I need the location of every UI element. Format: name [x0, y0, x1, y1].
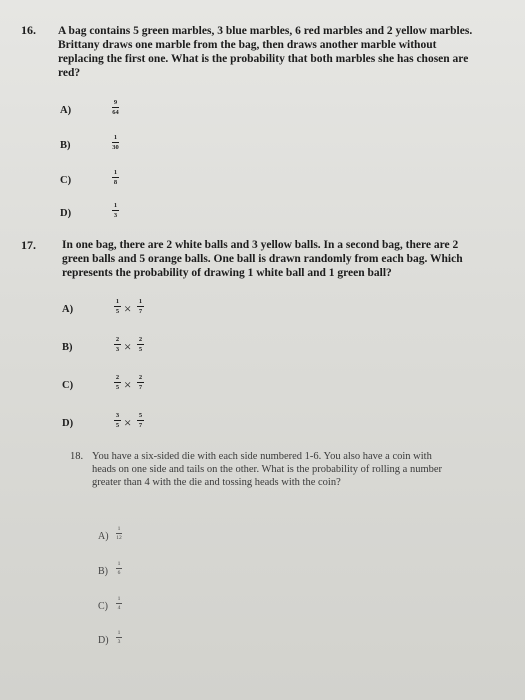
question-text: [92, 450, 517, 489]
numerator: 1: [117, 630, 121, 636]
choice-c[interactable]: [60, 167, 140, 195]
numerator: 1: [117, 561, 121, 567]
answer-fraction: [116, 526, 122, 541]
numerator: 1: [113, 202, 118, 209]
answer-fraction: [112, 134, 119, 151]
question-line: greater than 4 with the die and tossing heads with the coin?: [92, 477, 341, 488]
numerator: 1: [138, 298, 143, 305]
denominator: 5: [115, 422, 120, 429]
multiply-sign: ×: [124, 301, 132, 316]
fraction-bar: [116, 568, 122, 569]
choice-b[interactable]: [62, 334, 162, 362]
numerator: 1: [115, 298, 120, 305]
question-line: In one bag, there are 2 white balls and 3 yellow balls. In a second bag, there are 2: [62, 239, 459, 251]
answer-fraction: [116, 596, 122, 611]
numerator: 9: [113, 99, 118, 106]
question-line: green balls and 5 orange balls. One ball is drawn randomly from each bag. Which: [62, 253, 463, 265]
choice-label: B): [62, 342, 73, 353]
question-line: heads on one side and tails on the other. What is the probability of rolling a number: [92, 464, 443, 475]
first-fraction: [114, 412, 121, 429]
choice-label: C): [60, 175, 72, 186]
choice-label: D): [62, 418, 74, 429]
choice-b[interactable]: [98, 557, 158, 585]
numerator: 3: [115, 412, 120, 419]
choice-label: D): [60, 208, 72, 219]
choice-a[interactable]: [62, 296, 162, 324]
fraction-bar: [114, 382, 121, 383]
denominator: 7: [138, 384, 143, 391]
fraction-bar: [116, 603, 122, 604]
choice-label: C): [62, 380, 74, 391]
choice-label: A): [62, 304, 74, 315]
numerator: 2: [115, 374, 120, 381]
fraction-bar: [114, 420, 121, 421]
second-fraction: [137, 412, 144, 429]
denominator: 7: [138, 308, 143, 315]
question-text: [62, 238, 517, 280]
denominator: 3: [113, 212, 118, 219]
choice-label: A): [98, 531, 109, 542]
question-line: represents the probability of drawing 1 white ball and 1 green ball?: [62, 267, 392, 279]
choice-d[interactable]: [98, 626, 158, 654]
multiply-sign: ×: [124, 377, 132, 392]
multiply-sign: ×: [124, 339, 132, 354]
denominator: 4: [117, 605, 121, 611]
denominator: 3: [117, 639, 121, 645]
first-fraction: [114, 298, 121, 315]
fraction-bar: [137, 344, 144, 345]
denominator: 6: [117, 570, 121, 576]
numerator: 5: [138, 412, 143, 419]
second-fraction: [137, 298, 144, 315]
fraction-bar: [112, 142, 119, 143]
choice-c[interactable]: [98, 592, 158, 620]
numerator: 2: [138, 336, 143, 343]
fraction-bar: [137, 306, 144, 307]
numerator: 1: [113, 134, 118, 141]
choice-label: B): [60, 140, 71, 151]
numerator: 2: [138, 374, 143, 381]
fraction-bar: [116, 533, 122, 534]
question-line: Brittany draws one marble from the bag, then draws another marble without: [58, 39, 437, 51]
choice-label: D): [98, 635, 109, 646]
choice-b[interactable]: [60, 132, 140, 160]
numerator: 1: [117, 596, 121, 602]
question-line: replacing the first one. What is the probability that both marbles she has chosen are: [58, 53, 469, 65]
multiply-sign: ×: [124, 415, 132, 430]
choice-c[interactable]: [62, 372, 162, 400]
numerator: 1: [113, 169, 118, 176]
answer-fraction: [116, 561, 122, 576]
fraction-bar: [112, 210, 119, 211]
question-18: [0, 440, 525, 700]
fraction-bar: [114, 306, 121, 307]
fraction-bar: [137, 382, 144, 383]
answer-fraction: [116, 630, 122, 645]
numerator: 2: [115, 336, 120, 343]
denominator: 5: [115, 384, 120, 391]
question-line: red?: [58, 67, 81, 79]
question-line: A bag contains 5 green marbles, 3 blue marbles, 6 red marbles and 2 yellow marbles.: [58, 25, 473, 37]
denominator: 5: [138, 346, 143, 353]
question-number: 17.: [21, 238, 36, 252]
second-fraction: [137, 336, 144, 353]
question-text: [58, 24, 518, 80]
choice-d[interactable]: [62, 410, 162, 438]
denominator: 64: [112, 109, 119, 116]
denominator: 12: [116, 535, 122, 541]
question-line: You have a six-sided die with each side numbered 1-6. You also have a coin with: [92, 451, 432, 462]
choice-d[interactable]: [60, 200, 140, 228]
denominator: 3: [115, 346, 120, 353]
answer-fraction: [112, 169, 119, 186]
denominator: 8: [113, 179, 118, 186]
question-number: 16.: [21, 23, 36, 37]
fraction-bar: [112, 177, 119, 178]
second-fraction: [137, 374, 144, 391]
denominator: 30: [112, 144, 119, 151]
denominator: 5: [115, 308, 120, 315]
answer-fraction: [112, 202, 119, 219]
choice-a[interactable]: [60, 97, 140, 125]
fraction-bar: [137, 420, 144, 421]
denominator: 7: [138, 422, 143, 429]
question-number: 18.: [70, 451, 84, 462]
choice-label: C): [98, 601, 108, 612]
numerator: 1: [117, 526, 121, 532]
fraction-bar: [116, 637, 122, 638]
question-16: [0, 0, 525, 230]
fraction-bar: [112, 107, 119, 108]
choice-label: B): [98, 566, 108, 577]
choice-label: A): [60, 105, 72, 116]
fraction-bar: [114, 344, 121, 345]
answer-fraction: [112, 99, 119, 116]
first-fraction: [114, 374, 121, 391]
question-17: [0, 230, 525, 440]
first-fraction: [114, 336, 121, 353]
choice-a[interactable]: [98, 522, 158, 550]
